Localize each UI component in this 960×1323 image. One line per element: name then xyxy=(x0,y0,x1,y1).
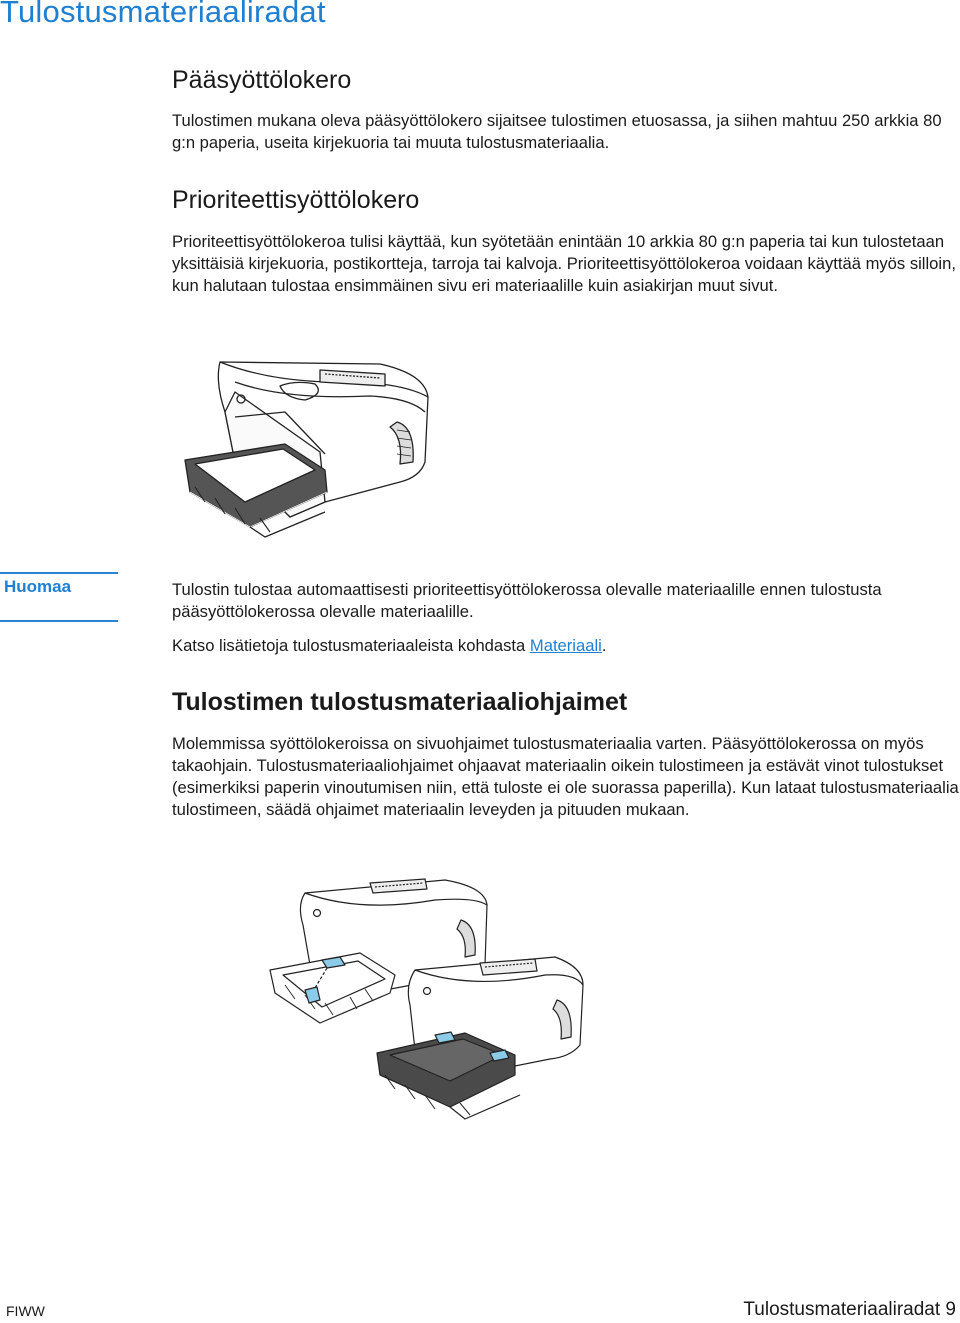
footer-left: FIWW xyxy=(6,1303,45,1319)
main-tray-paragraph: Tulostimen mukana oleva pääsyöttölokero sijaitsee tulostimen etuosassa, ja siihen mahtuu 250 arkkia 80 g:n paperia, useita kirjekuoria tai muuta tulostusmateriaalia. xyxy=(172,111,942,152)
printer-priority-tray-illustration xyxy=(175,352,445,542)
note-top-rule xyxy=(0,572,118,574)
materials-link[interactable]: Materiaali xyxy=(529,636,602,655)
note-paragraph: Tulostin tulostaa automaattisesti prioriteettisyöttölokerossa olevalle materiaalille ennen tulostusta pääsyöttölokerossa olevalle materiaalille. xyxy=(172,580,882,621)
see-also-prefix: Katso lisätietoja tulostusmateriaaleista kohdasta xyxy=(172,636,530,655)
main-tray-heading: Pääsyöttölokero xyxy=(172,66,352,94)
note-label: Huomaa xyxy=(4,577,72,596)
guides-paragraph: Molemmissa syöttölokeroissa on sivuohjaimet tulostusmateriaalia varten. Pääsyöttölokerossa on myös takaohjain. Tulostusmateriaaliohjaimet ohjaavat materiaalin oikein tulostimeen ja estävät vinot tulostukset (esimerkiksi paperin vinoutumisen niin, että tuloste ei ole suorassa paperilla). Kun lataat tulostusmateriaalia tulostimeen, säädä ohjaimet materiaalin leveyden ja pituuden mukaan. xyxy=(172,734,959,819)
priority-tray-heading: Prioriteettisyöttölokero xyxy=(172,186,420,214)
footer-right: Tulostusmateriaaliradat 9 xyxy=(743,1299,956,1320)
chapter-title: Tulostusmateriaaliradat xyxy=(0,0,326,29)
see-also-suffix: . xyxy=(601,636,607,655)
guides-heading: Tulostimen tulostusmateriaaliohjaimet xyxy=(172,688,628,716)
priority-tray-paragraph: Prioriteettisyöttölokeroa tulisi käyttää, kun syötetään enintään 10 arkkia 80 g:n paperia tai kun tulostetaan yksittäisiä kirjekuoria, postikortteja, tarroja tai kalvoja. Prioriteettisyöttölokeroa voidaan käyttää myös silloin, kun halutaan tulostaa ensimmäinen sivu eri materiaalille kuin asiakirjan muut sivut. xyxy=(172,232,956,295)
see-also-paragraph xyxy=(172,635,960,657)
printer-guides-illustration xyxy=(265,875,585,1130)
note-bottom-rule xyxy=(0,620,118,622)
